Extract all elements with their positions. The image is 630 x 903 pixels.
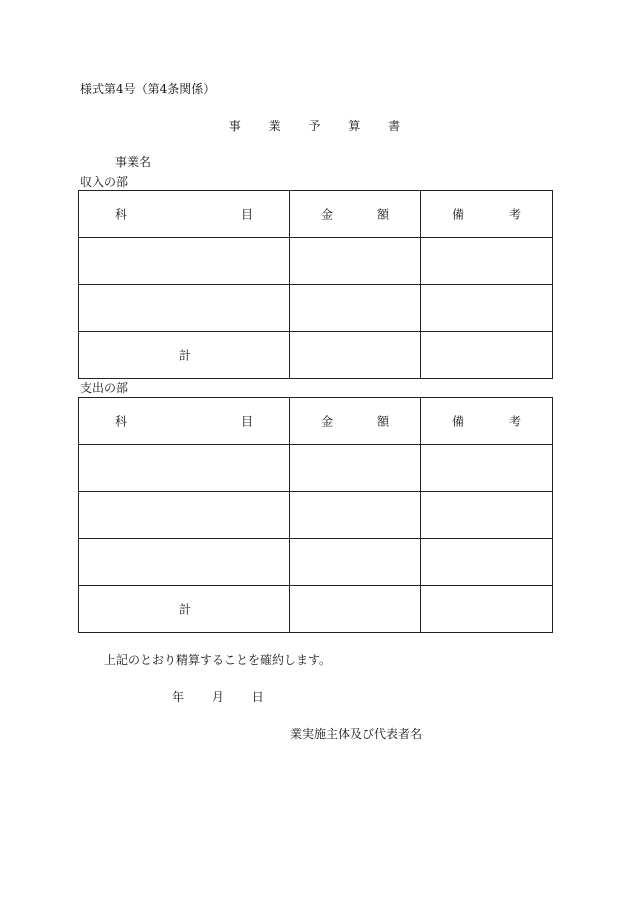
income-table (78, 190, 553, 379)
header-amount-left: 金 (321, 414, 334, 429)
header-note-right: 考 (508, 207, 521, 222)
income-total-label-cell (79, 332, 290, 379)
expense-amount-cell[interactable] (290, 445, 421, 492)
header-item-right: 目 (240, 207, 253, 222)
title-char: 業 (268, 119, 282, 133)
table-row (79, 285, 553, 332)
expense-amount-cell[interactable] (290, 539, 421, 586)
form-number: 様式第4号（第4条関係） (80, 82, 216, 96)
income-total-label: 計 (179, 348, 192, 363)
expense-item-cell[interactable] (79, 492, 290, 539)
header-item-left: 科 (115, 207, 128, 222)
table-row (79, 238, 553, 285)
expense-item-cell[interactable] (79, 445, 290, 492)
income-header-item (79, 191, 290, 238)
expense-amount-cell[interactable] (290, 492, 421, 539)
confirmation-text: 上記のとおり精算することを確約します。 (104, 653, 332, 667)
header-note-left: 備 (452, 414, 465, 429)
expense-item-cell[interactable] (79, 539, 290, 586)
income-note-cell[interactable] (421, 285, 553, 332)
expense-header-amount (290, 398, 421, 445)
title-char: 予 (308, 119, 322, 133)
income-note-cell[interactable] (421, 238, 553, 285)
expense-table (78, 397, 553, 633)
organizer-label: 業実施主体及び代表者名 (290, 727, 423, 741)
title-char: 書 (388, 119, 402, 133)
expense-total-label: 計 (179, 602, 192, 617)
header-amount-right: 額 (376, 414, 389, 429)
income-item-cell[interactable] (79, 238, 290, 285)
expense-total-label-cell (79, 586, 290, 633)
income-header-note (421, 191, 553, 238)
title-char: 事 (228, 119, 242, 133)
income-amount-cell[interactable] (290, 238, 421, 285)
income-total-amount-cell[interactable] (290, 332, 421, 379)
expense-note-cell[interactable] (421, 445, 553, 492)
income-header-row (79, 191, 553, 238)
table-row (79, 539, 553, 586)
title-char: 算 (348, 119, 362, 133)
expense-header-note (421, 398, 553, 445)
expense-total-amount-cell[interactable] (290, 586, 421, 633)
expense-total-note-cell[interactable] (421, 586, 553, 633)
project-name-label: 事業名 (115, 155, 152, 169)
income-item-cell[interactable] (79, 285, 290, 332)
expense-note-cell[interactable] (421, 492, 553, 539)
table-row (79, 445, 553, 492)
income-total-row (79, 332, 553, 379)
income-header-amount (290, 191, 421, 238)
income-total-note-cell[interactable] (421, 332, 553, 379)
header-amount-right: 額 (376, 207, 389, 222)
expense-header-item (79, 398, 290, 445)
expense-header-row (79, 398, 553, 445)
date-year-label: 年 (172, 690, 185, 704)
income-section-label: 収入の部 (80, 175, 129, 189)
table-row (79, 492, 553, 539)
header-item-left: 科 (115, 414, 128, 429)
header-note-left: 備 (452, 207, 465, 222)
date-month-label: 月 (211, 690, 224, 704)
header-item-right: 目 (240, 414, 253, 429)
header-note-right: 考 (508, 414, 521, 429)
expense-section-label: 支出の部 (80, 381, 129, 395)
header-amount-left: 金 (321, 207, 334, 222)
date-day-label: 日 (251, 690, 264, 704)
date-line (172, 690, 264, 704)
document-title (0, 119, 630, 133)
expense-note-cell[interactable] (421, 539, 553, 586)
expense-total-row (79, 586, 553, 633)
income-amount-cell[interactable] (290, 285, 421, 332)
